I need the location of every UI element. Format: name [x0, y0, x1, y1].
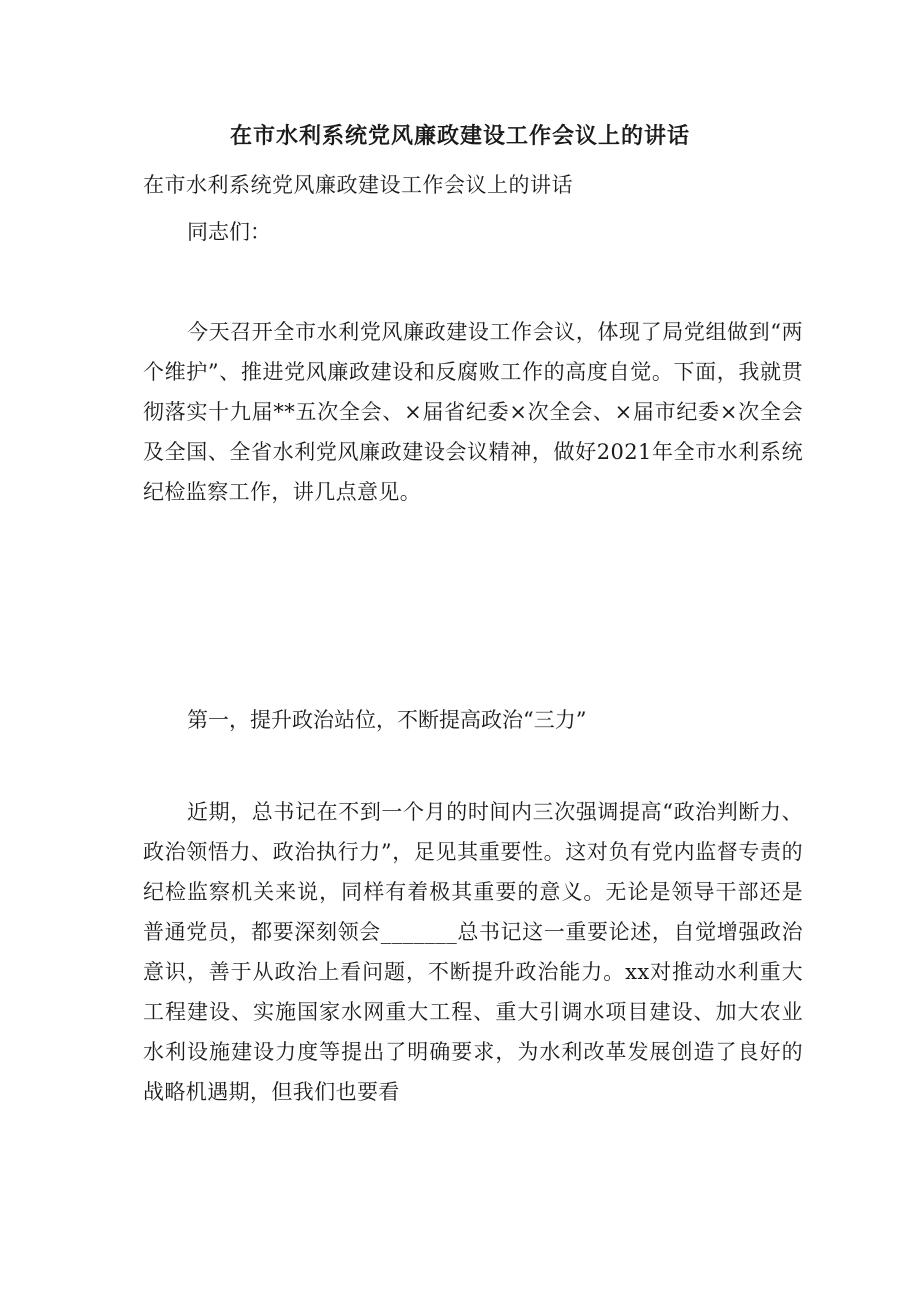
document-subtitle: 在市水利系统党风廉政建设工作会议上的讲话: [143, 173, 573, 197]
section-heading-1: 第一，提升政治站位，不断提高政治“三力”: [187, 708, 587, 732]
paragraph-section-1: 近期，总书记在不到一个月的时间内三次强调提高“政治判断力、政治领悟力、政治执行力”，足见其重要性。这对负有党内监督专责的纪检监察机关来说，同样有着极其重要的意义。无论是领导干部还是普通党员，都要深刻领会_______总书记这一重要论述，自觉增强政治意识，善于从政治上看问题，不断提升政治能力。xx对推动水利重大工程建设、实施国家水网重大工程、重大引调水项目建设、加大农业水利设施建设力度等提出了明确要求，为水利改革发展创造了良好的战略机遇期，但我们也要看: [143, 800, 803, 1104]
greeting: 同志们：: [187, 220, 271, 244]
paragraph-intro: 今天召开全市水利党风廉政建设工作会议，体现了局党组做到“两个维护”、推进党风廉政建设和反腐败工作的高度自觉。下面，我就贯彻落实十九届**五次全会、×届省纪委×次全会、×届市纪委×次全会及全国、全省水利党风廉政建设会议精神，做好2021年全市水利系统纪检监察工作，讲几点意见。: [143, 320, 803, 504]
document-title: 在市水利系统党风廉政建设工作会议上的讲话: [229, 123, 690, 149]
